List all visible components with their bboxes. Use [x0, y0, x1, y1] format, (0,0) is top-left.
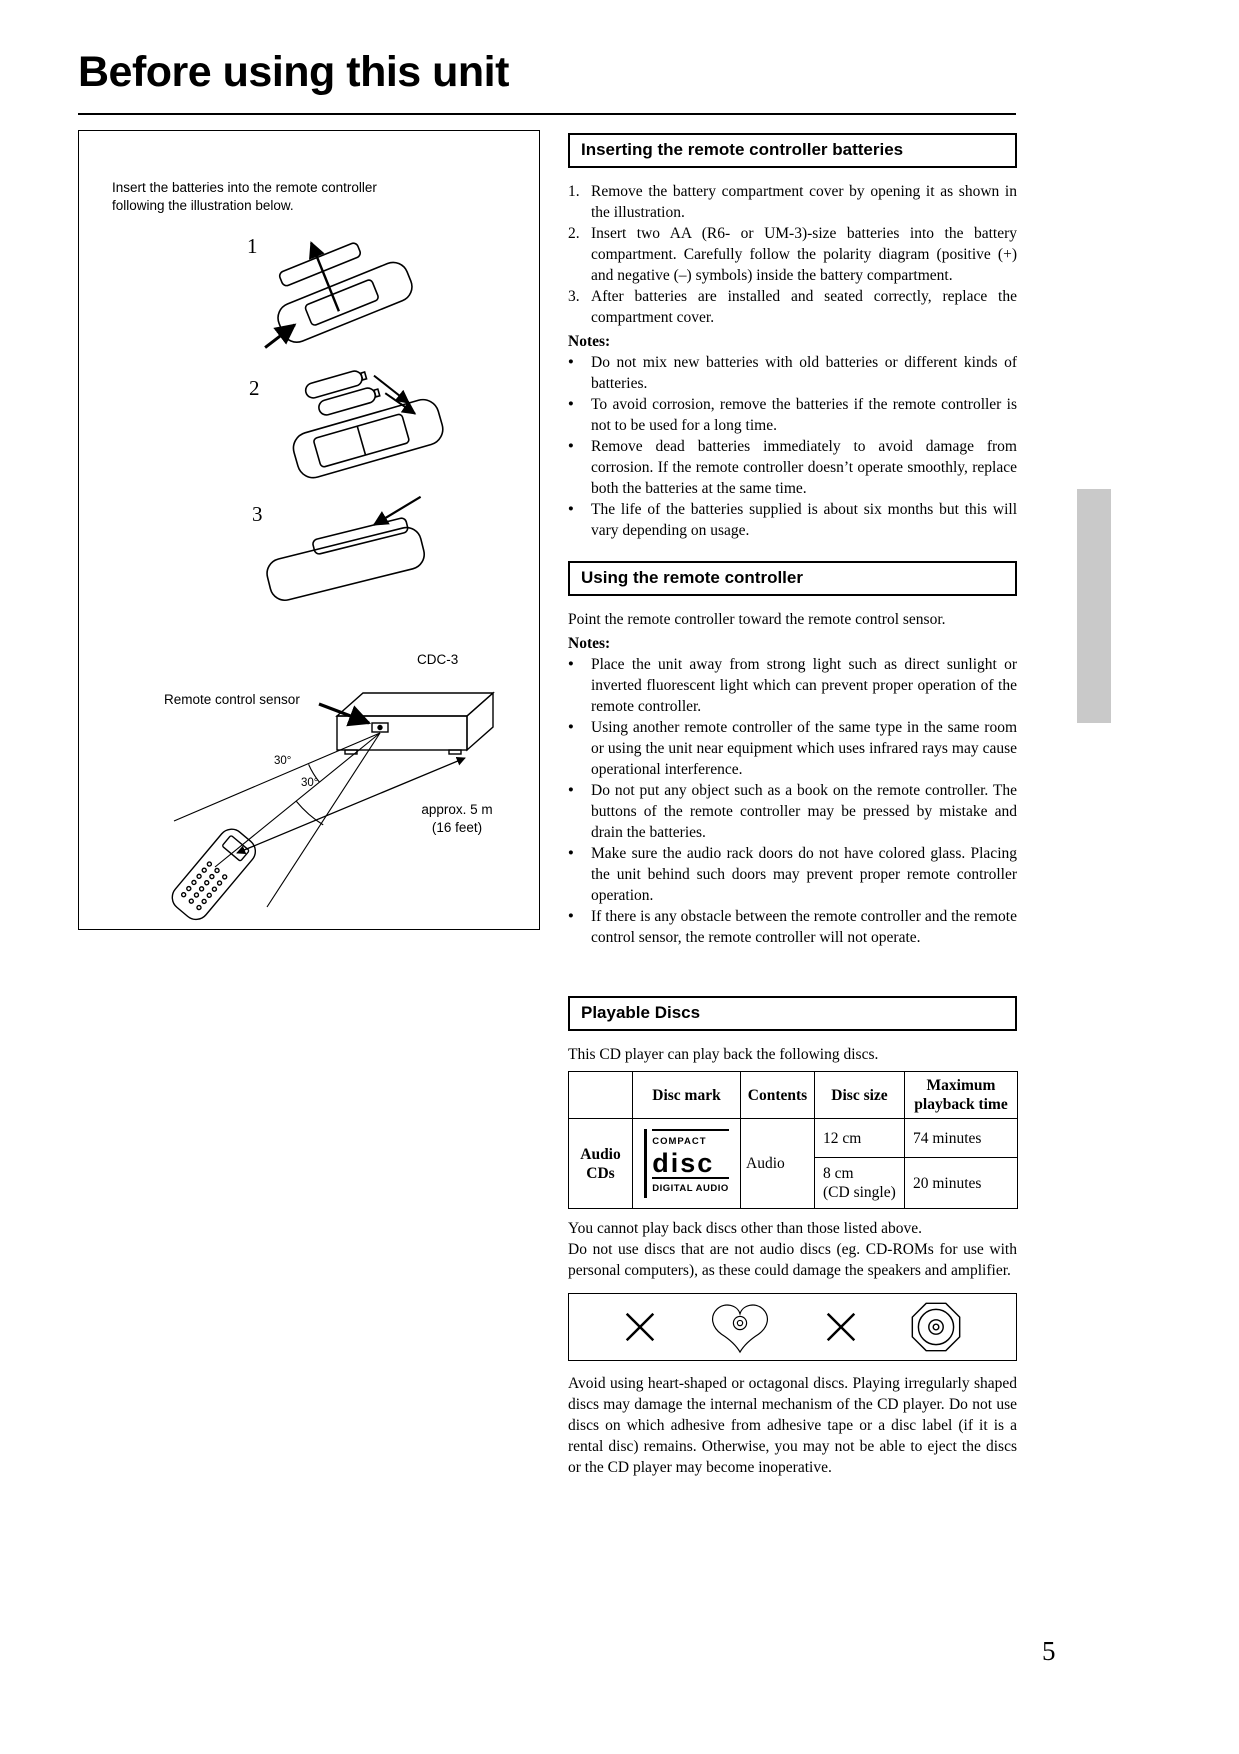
note-item: [568, 780, 1017, 843]
using-notes-list: [568, 654, 1017, 948]
distance-value: approx. 5 m: [421, 802, 493, 817]
disc-mark-cell: [633, 1119, 741, 1209]
battery-figure-box: [78, 130, 540, 930]
disc-size-cell: [815, 1158, 905, 1209]
size-line2: (CD single): [823, 1184, 896, 1201]
step-text: Remove the battery compartment cover by opening it as shown in the illustration.: [591, 183, 1017, 221]
note-text: ● If there is any obstacle between the remote controller and the remote control sensor, the remote controller will not operate.: [591, 908, 1017, 946]
compact-disc-logo: [644, 1129, 729, 1198]
discs-para2: Do not use discs that are not audio discs (eg. CD-ROMs for use with personal computers), as these could damage the speakers and amplifier.: [568, 1241, 1017, 1279]
playable-discs-table: [568, 1071, 1018, 1209]
figure-step-2-number: 2: [249, 376, 260, 400]
table-header-row: [569, 1072, 1018, 1119]
step2-remote-art: [277, 352, 447, 482]
disc-size-cell: [815, 1119, 905, 1158]
section-index-tab: [1077, 489, 1111, 723]
section-heading-discs: Playable Discs: [568, 996, 1017, 1031]
cross-mark-icon: [822, 1308, 860, 1346]
step-text: After batteries are installed and seated correctly, replace the compartment cover.: [591, 288, 1017, 326]
logo-disc: disc: [652, 1147, 715, 1178]
table-row: [569, 1119, 1018, 1158]
section-playable-discs: [568, 996, 1017, 1478]
row-label-audio-cds: Audio CDs: [569, 1119, 633, 1209]
size-line: 8 cm: [823, 1165, 854, 1182]
note-text: ● Do not mix new batteries with old batteries or different kinds of batteries.: [591, 354, 1017, 392]
header-max-time: Maximum playback time: [905, 1072, 1018, 1119]
distance-feet: (16 feet): [431, 819, 483, 835]
angle-label-right: 30°: [301, 777, 319, 789]
distance-label: [397, 801, 517, 836]
title-rule: [78, 113, 1016, 115]
discs-para3: Avoid using heart-shaped or octagonal discs. Playing irregularly shaped discs may damage the internal mechanism of the CD player. Do not use discs on which adhesive from adhesive tape or a disc label (if it is a rental disc) remains. Otherwise, you may not be able to eject the discs or the CD player may become inoperative.: [568, 1375, 1017, 1476]
unit-model-label: CDC-3: [417, 652, 459, 667]
header-disc-mark: Disc mark: [633, 1072, 741, 1119]
notes-label: Notes:: [568, 333, 611, 350]
section-heading-using: Using the remote controller: [568, 561, 1017, 596]
prohibited-discs-box: [568, 1293, 1017, 1361]
battery-notes-list: [568, 352, 1017, 541]
note-item: [568, 843, 1017, 906]
note-text: ● The life of the batteries supplied is about six months but this will vary depending on usage.: [591, 501, 1017, 539]
remote-sensor-label: Remote control sensor: [164, 692, 300, 707]
discs-para1: You cannot play back discs other than those listed above.: [568, 1220, 922, 1237]
header-blank: [569, 1072, 633, 1119]
discs-intro: This CD player can play back the following discs.: [568, 1046, 879, 1063]
step-number: 2.: [568, 225, 580, 242]
note-text: ● To avoid corrosion, remove the batteries if the remote controller is not to be used for a long time.: [591, 396, 1017, 434]
contents-cell: Audio: [741, 1119, 815, 1209]
note-text: ● Do not put any object such as a book on the remote controller. The buttons of the remote controller may be pressed by mistake and drain the batteries.: [591, 782, 1017, 841]
note-item: [568, 352, 1017, 394]
step-text: Insert two AA (R6- or UM-3)-size batteries into the battery compartment. Carefully follow the polarity diagram (positive (+) and negative (–) symbols) inside the battery compartment.: [591, 225, 1017, 284]
playback-time-cell: 74 minutes: [905, 1119, 1018, 1158]
note-item: [568, 717, 1017, 780]
step3-remote-art: [258, 497, 437, 604]
cd-player-unit-art: [337, 693, 493, 754]
page-number: 5: [1042, 1636, 1056, 1666]
content-column: [568, 130, 1017, 1478]
note-text: ● Remove dead batteries immediately to avoid damage from corrosion. If the remote controller doesn’t operate smoothly, replace both the batteries at the same time.: [591, 438, 1017, 497]
logo-digital-audio: DIGITAL AUDIO: [652, 1177, 729, 1198]
step-number: 3.: [568, 288, 580, 305]
note-text: ● Make sure the audio rack doors do not have colored glass. Placing the unit behind such doors may prevent proper remote controller operation.: [591, 845, 1017, 904]
step1-remote-art: [235, 213, 416, 355]
section-heading-batteries: Inserting the remote controller batteries: [568, 133, 1017, 168]
battery-step: [568, 286, 1017, 328]
header-disc-size: Disc size: [815, 1072, 905, 1119]
using-intro: Point the remote controller toward the remote control sensor.: [568, 611, 946, 628]
note-item: [568, 394, 1017, 436]
note-text: ● Place the unit away from strong light such as direct sunlight or inverted fluorescent light which can prevent proper operation of the remote controller.: [591, 656, 1017, 715]
section-using-remote: [568, 561, 1017, 948]
note-item: [568, 436, 1017, 499]
figure-caption: Insert the batteries into the remote controller following the illustration below.: [112, 180, 377, 214]
note-item: [568, 499, 1017, 541]
angle-label-left: 30°: [274, 755, 292, 767]
figure-step-3-number: 3: [252, 502, 263, 526]
octagonal-disc-icon: [908, 1299, 964, 1355]
playback-time-cell: 20 minutes: [905, 1158, 1018, 1209]
logo-compact: COMPACT: [652, 1129, 729, 1151]
figure-step-1-number: 1: [247, 234, 258, 258]
remote-controller-art: [167, 824, 261, 925]
heart-shaped-disc-icon: [707, 1298, 773, 1356]
note-item: [568, 654, 1017, 717]
sensor-pointer-arrow: [319, 704, 369, 723]
section-inserting-batteries: [568, 133, 1017, 541]
size-line: 12 cm: [823, 1129, 862, 1147]
cross-mark-icon: [621, 1308, 659, 1346]
battery-steps-list: [568, 181, 1017, 328]
notes-label: Notes:: [568, 635, 611, 652]
note-text: ● Using another remote controller of the same type in the same room or using the unit near equipment which uses infrared rays may cause operational interference.: [591, 719, 1017, 778]
step-number: 1.: [568, 183, 580, 200]
battery-step: [568, 181, 1017, 223]
battery-step: [568, 223, 1017, 286]
header-contents: Contents: [741, 1072, 815, 1119]
note-item: [568, 906, 1017, 948]
page-title: Before using this unit: [78, 48, 509, 96]
